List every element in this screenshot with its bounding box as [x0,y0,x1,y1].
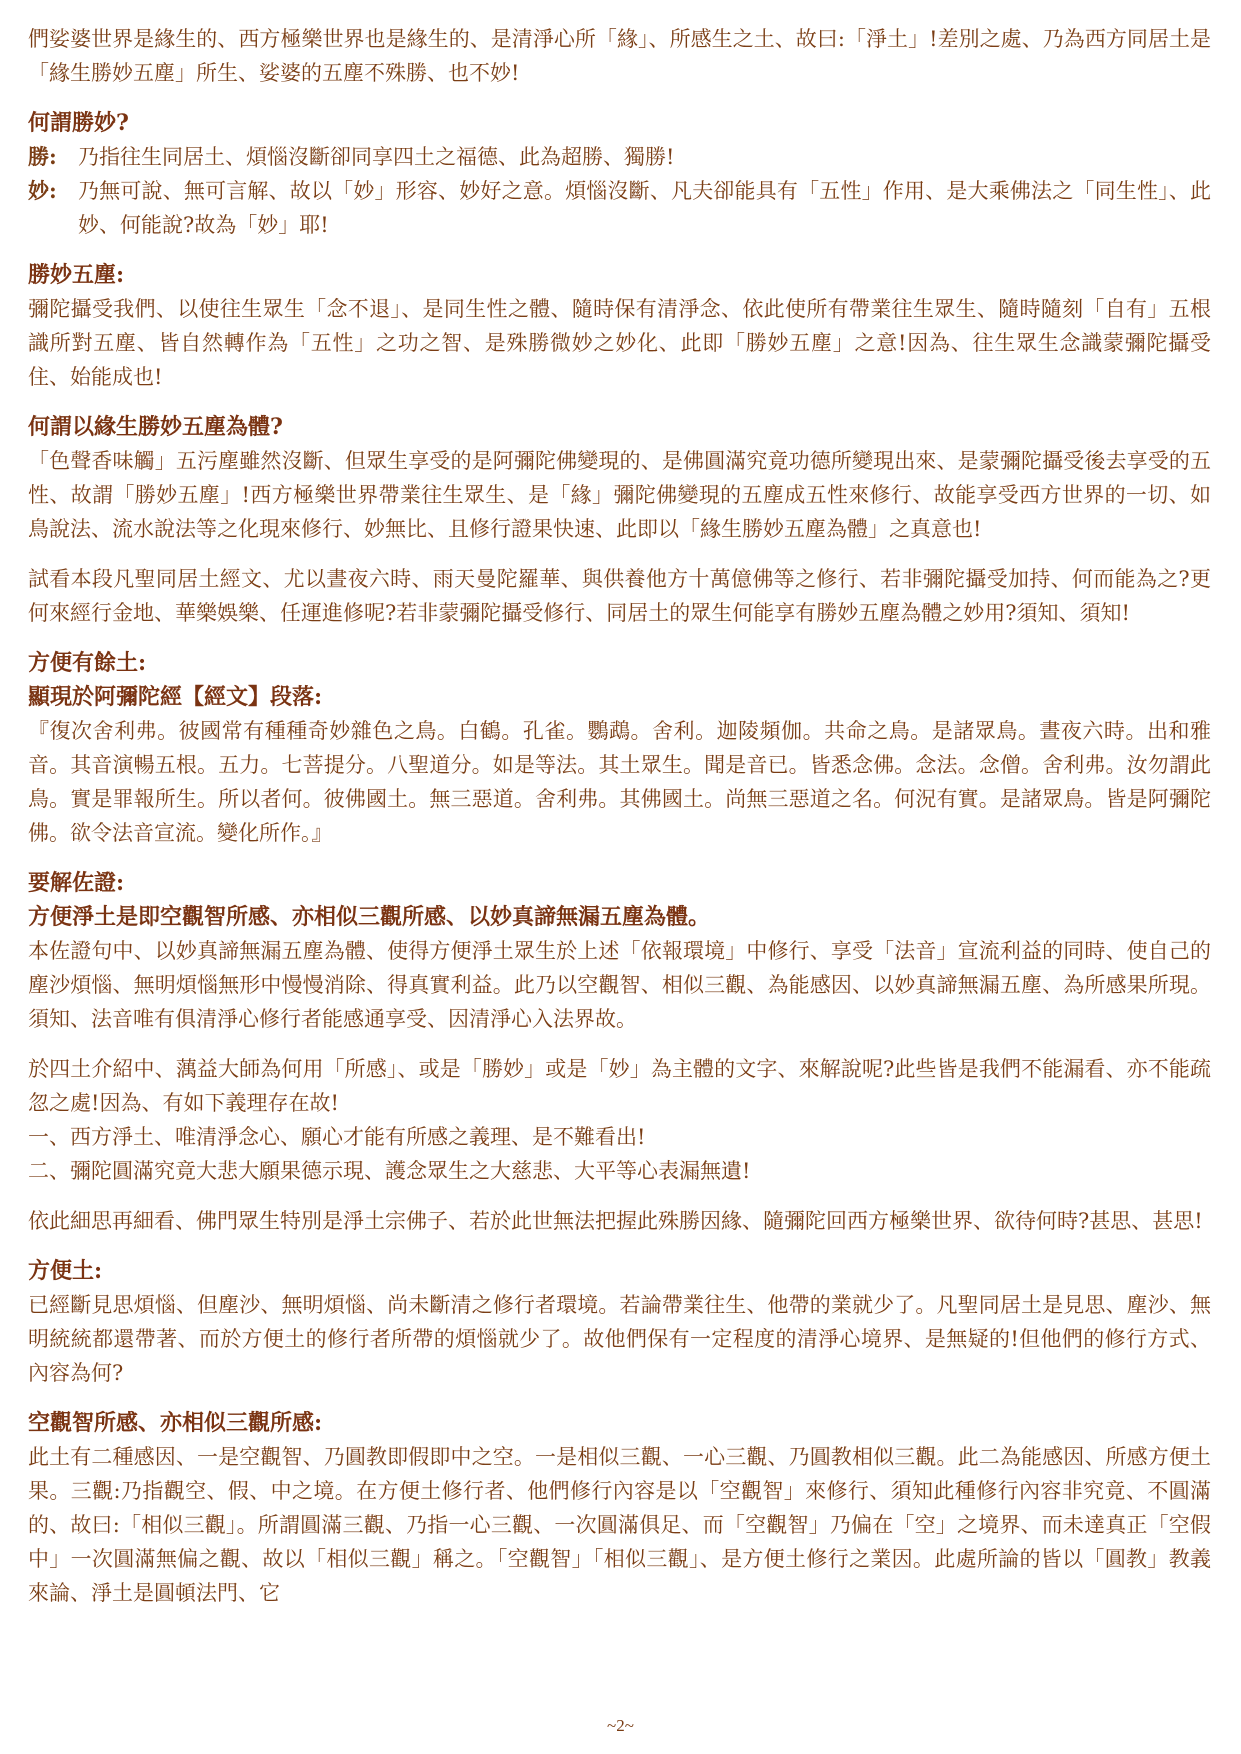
definition-miao [28,174,1211,242]
section-heading-fangbian-tu: 方便土: [28,1258,103,1284]
section-paragraph: 此土有二種感因、一是空觀智、乃圓教即假即中之空。一是相似三觀、一心三觀、乃圓教相似三觀。此二為能感因、所感方便土果。三觀:乃指觀空、假、中之境。在方便土修行者、他們修行內容是以「空觀智」來修行、須知此種修行內容非究竟、不圓滿的、故曰:「相似三觀」。所謂圓滿三觀、乃指一心三觀、一次圓滿俱足、而「空觀智」乃偏在「空」之境界、而未達真正「空假中」一次圓滿無偏之觀、故以「相似三觀」稱之。「空觀智」「相似三觀」、是方便土修行之業因。此處所論的皆以「圓教」教義來論、淨土是圓頓法門、它 [28,1445,1211,1605]
section-subheading-sutra: 顯現於阿彌陀經【經文】段落: [28,684,323,710]
section-paragraph: 彌陀攝受我們、以使往生眾生「念不退」、是同生性之體、隨時保有清淨念、依此使所有帶業往生眾生、隨時隨刻「自有」五根識所對五塵、皆自然轉作為「五性」之功之智、是殊勝微妙之妙化、此即「勝妙五塵」之意!因為、往生眾生念識蒙彌陀攝受住、始能成也! [28,297,1211,389]
section-paragraph: 本佐證句中、以妙真諦無漏五塵為體、使得方便淨土眾生於上述「依報環境」中修行、享受「法音」宣流利益的同時、使自己的塵沙煩惱、無明煩惱無形中慢慢消除、得真實利益。此乃以空觀智、相似三觀、為能感因、以妙真諦無漏五塵、為所感果所現。須知、法音唯有俱清淨心修行者能感通享受、因清淨心入法界故。 [28,939,1211,1031]
section-heading-body: 何謂以緣生勝妙五塵為體? [28,414,283,440]
page-number: ~2~ [607,1716,634,1735]
sutra-quote: 『復次舍利弗。彼國常有種種奇妙雜色之鳥。白鶴。孔雀。鸚鵡。舍利。迦陵頻伽。共命之鳥。是諸眾鳥。晝夜六時。出和雅音。其音演暢五根。五力。七菩提分。八聖道分。如是等法。其土眾生。聞是音已。皆悉念佛。念法。念僧。舍利弗。汝勿謂此鳥。實是罪報所生。所以者何。彼佛國土。無三惡道。舍利弗。其佛國土。尚無三惡道之名。何況有實。是諸眾鳥。皆是阿彌陀佛。欲令法音宣流。變化所作。』 [28,719,1211,845]
definition-text: 乃指往生同居土、煩惱沒斷卻同享四土之福德、此為超勝、獨勝! [78,145,675,169]
section-paragraph: 依此細思再細看、佛門眾生特別是淨土宗佛子、若於此世無法把握此殊勝因緣、隨彌陀回西方極樂世界、欲待何時?甚思、甚思! [28,1209,1203,1233]
definition-label: 妙: [28,178,57,203]
section-heading-shengmiao-wuchen: 勝妙五塵: [28,262,125,288]
section-heading-fangbian-youyu-tu: 方便有餘土: [28,650,147,676]
section-paragraph: 於四土介紹中、蕅益大師為何用「所感」、或是「勝妙」或是「妙」為主體的文字、來解說呢?此些皆是我們不能漏看、亦不能疏忽之處!因為、有如下義理存在故! [28,1057,1211,1115]
definition-text: 乃無可說、無可言解、故以「妙」形容、妙好之意。煩惱沒斷、凡夫卻能具有「五性」作用、是大乘佛法之「同生性」、此妙、何能說?故為「妙」耶! [78,179,1211,237]
list-item: 一、西方淨土、唯清淨念心、願心才能有所感之義理、是不難看出! [28,1125,646,1149]
section-subheading-claim: 方便淨土是即空觀智所感、亦相似三觀所感、以妙真諦無漏五塵為體。 [28,904,711,930]
intro-paragraph: 們娑婆世界是緣生的、西方極樂世界也是緣生的、是清淨心所「緣」、所感生之土、故曰:「淨土」!差別之處、乃為西方同居土是「緣生勝妙五塵」所生、娑婆的五塵不殊勝、也不妙! [28,27,1211,85]
section-paragraph: 「色聲香味觸」五污塵雖然沒斷、但眾生享受的是阿彌陀佛變現的、是佛圓滿究竟功德所變現出來、是蒙彌陀攝受後去享受的五性、故謂「勝妙五塵」!西方極樂世界帶業往生眾生、是「緣」彌陀佛變現的五塵成五性來修行、故能享受西方世界的一切、如鳥說法、流水說法等之化現來修行、妙無比、且修行證果快速、此即以「緣生勝妙五塵為體」之真意也! [28,449,1211,541]
section-heading-what-is-shengmiao: 何謂勝妙? [28,110,129,136]
section-heading-yaojie: 要解佐證: [28,870,125,896]
section-heading-kongguan: 空觀智所感、亦相似三觀所感: [28,1410,323,1436]
list-item: 二、彌陀圓滿究竟大悲大願果德示現、護念眾生之大慈悲、大平等心表漏無遺! [28,1159,751,1183]
definition-label: 勝: [28,144,57,169]
section-paragraph: 已經斷見思煩惱、但塵沙、無明煩惱、尚未斷清之修行者環境。若論帶業往生、他帶的業就少了。凡聖同居土是見思、塵沙、無明統統都還帶著、而於方便土的修行者所帶的煩惱就少了。故他們保有一定程度的清淨心境界、是無疑的!但他們的修行方式、內容為何? [28,1293,1211,1385]
definition-sheng [28,140,1211,174]
section-paragraph: 試看本段凡聖同居土經文、尤以晝夜六時、雨天曼陀羅華、與供養他方十萬億佛等之修行、若非彌陀攝受加持、何而能為之?更何來經行金地、華樂娛樂、任運進修呢?若非蒙彌陀攝受修行、同居土的眾生何能享有勝妙五塵為體之妙用?須知、須知! [28,567,1211,625]
